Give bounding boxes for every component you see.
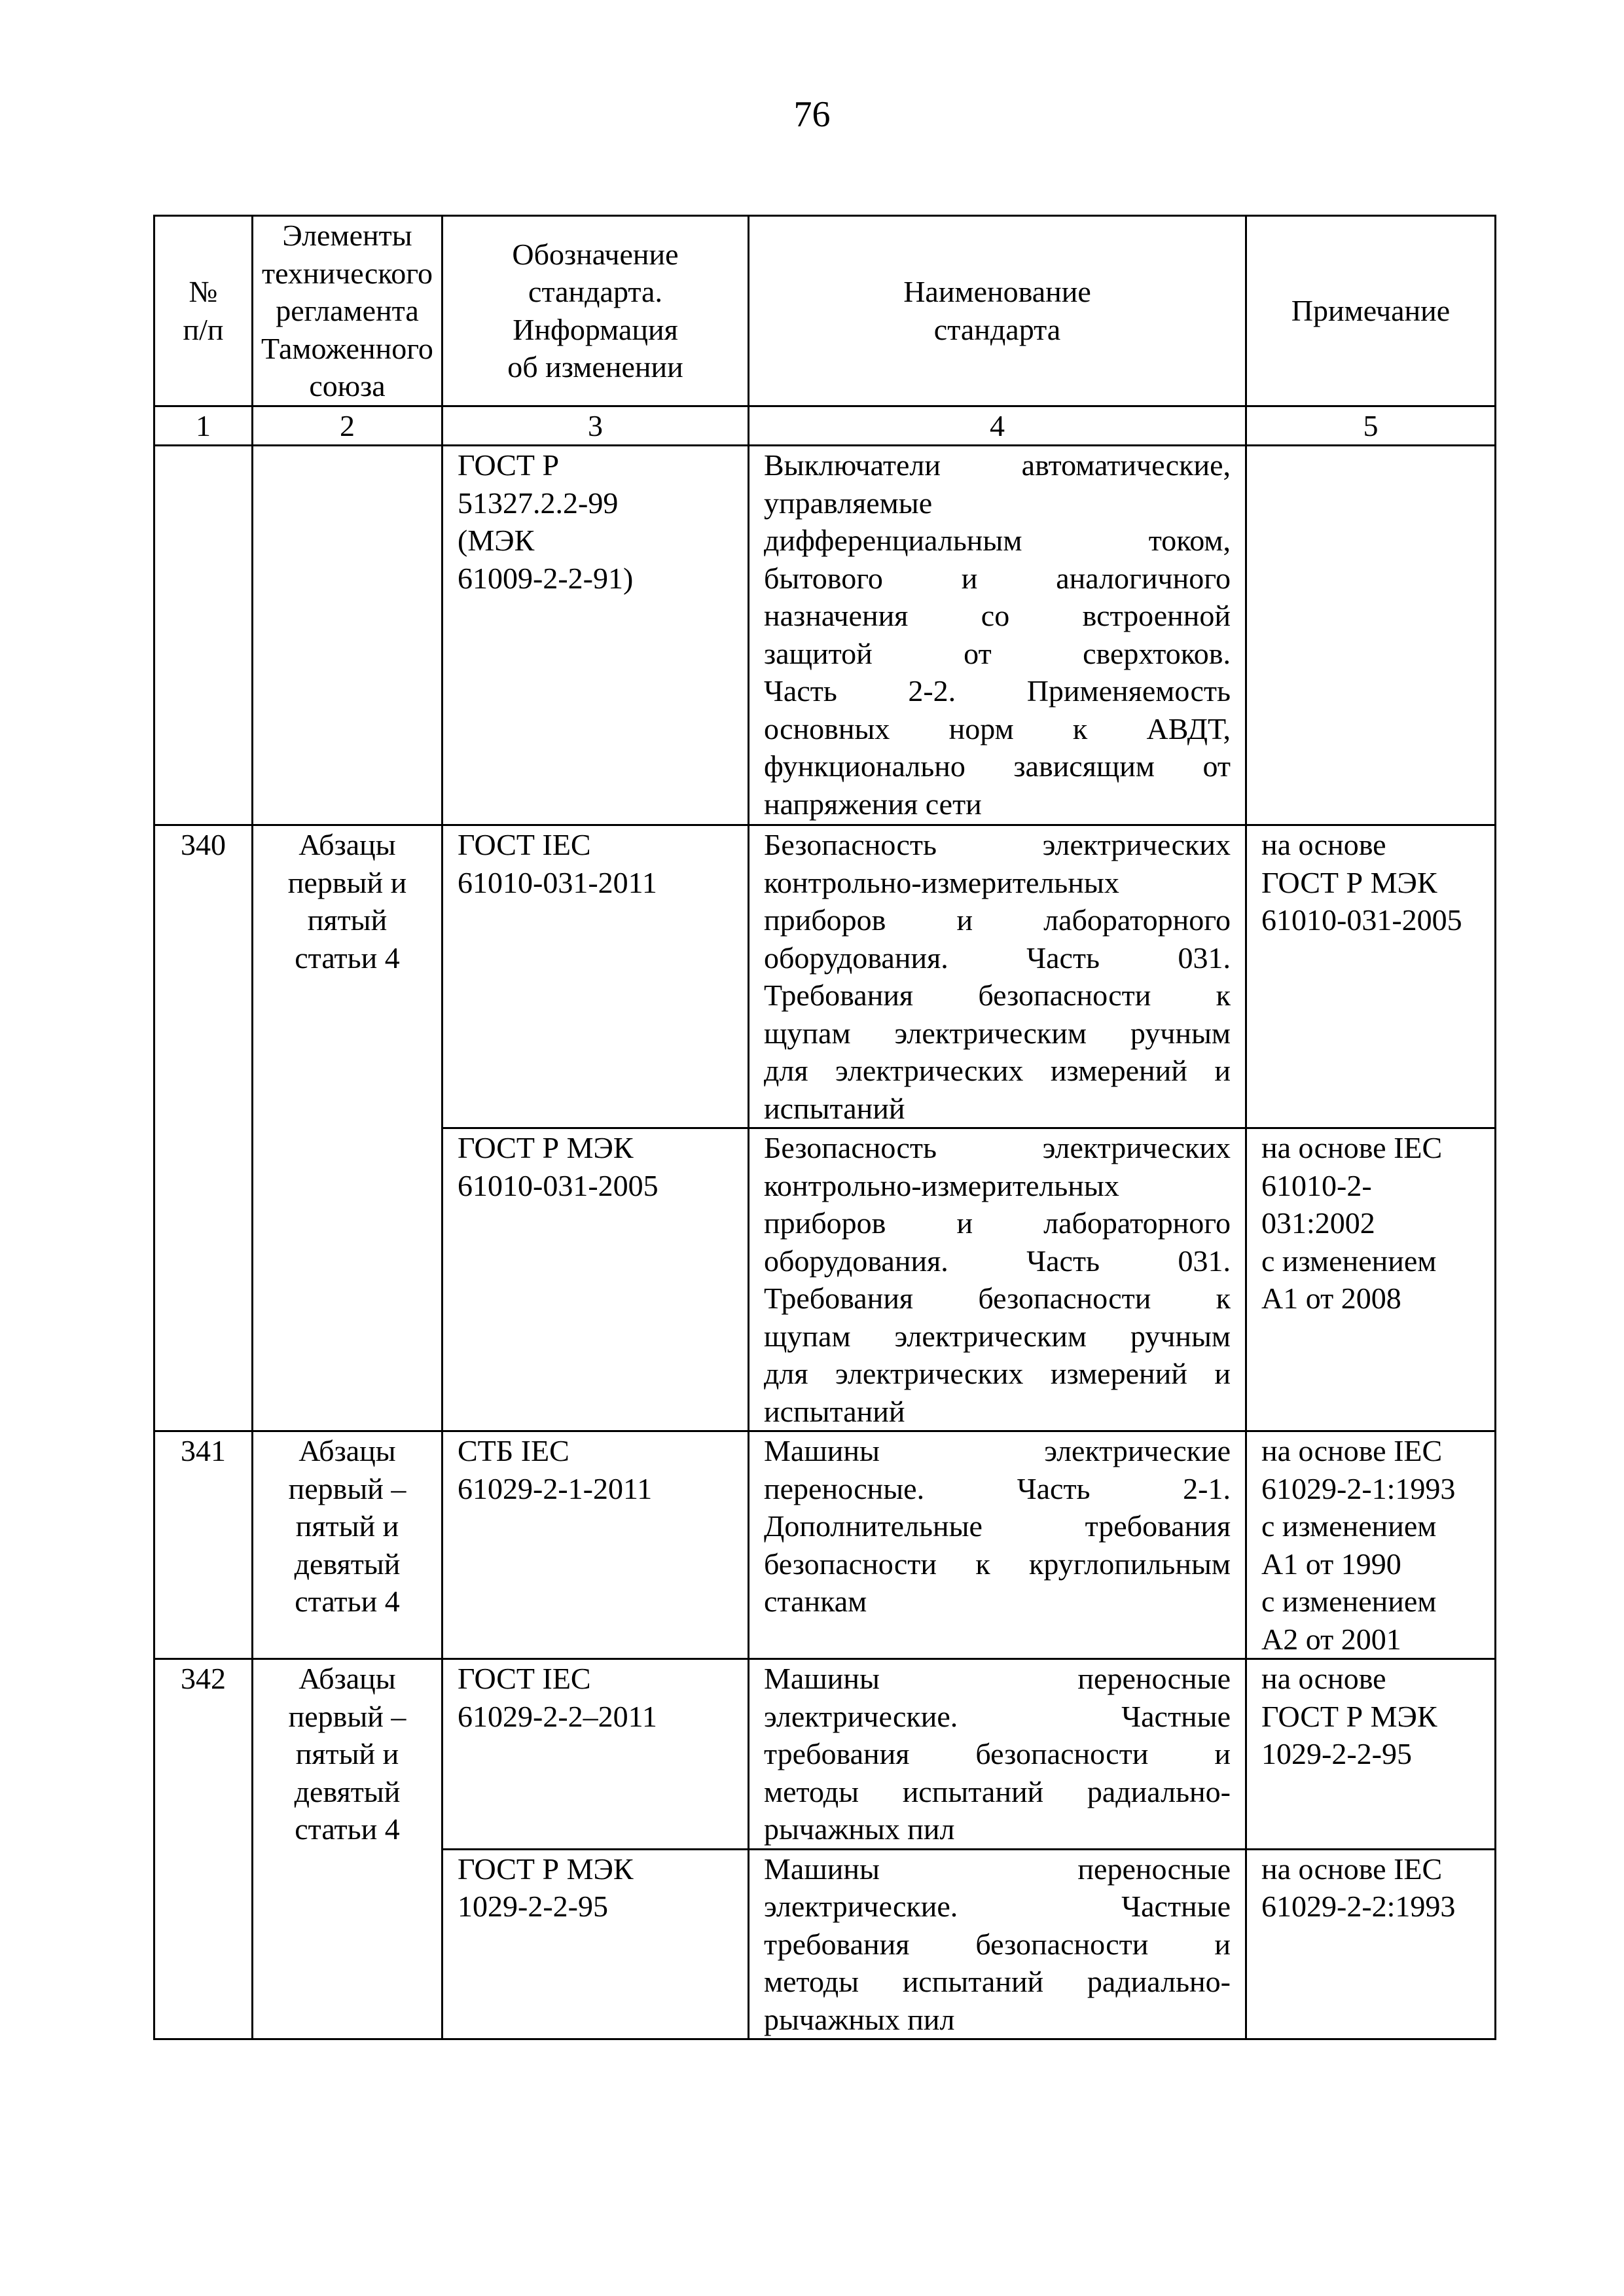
cell-line: напряжения сети	[764, 787, 982, 821]
row-designation	[442, 1128, 749, 1431]
cell-line: Безопасность электрических	[764, 1131, 1231, 1164]
cell-line: союза	[309, 369, 386, 403]
cell-line: девятый	[294, 1774, 401, 1808]
cell-line: методы испытаний радиально-	[764, 1965, 1231, 1998]
cell-line: переносные. Часть 2-1.	[764, 1471, 1231, 1505]
cell-line: Таможенного	[261, 331, 433, 365]
cell-line: с изменением	[1261, 1244, 1437, 1278]
cell-line: безопасности к круглопильным	[764, 1547, 1231, 1581]
cell-line: на основе IEC	[1261, 1852, 1443, 1886]
cell-line: приборов и лабораторного	[764, 903, 1231, 937]
cell-line: 61029-2-2:1993	[1261, 1890, 1456, 1923]
cell-line: СТБ IEC	[458, 1434, 569, 1467]
cell-line: Абзацы	[298, 1662, 396, 1695]
cell-line: дифференциальным током,	[764, 524, 1231, 557]
cell-line: стандарта	[933, 312, 1061, 346]
cell-line: первый –	[288, 1471, 406, 1505]
cell-line: 61029-2-1-2011	[458, 1471, 653, 1505]
cell-line: статьи 4	[295, 1585, 400, 1618]
table-row	[154, 446, 1496, 825]
cell-line: ГОСТ Р МЭК	[458, 1131, 634, 1164]
row-standard-name	[749, 1128, 1246, 1431]
cell-line: регламента	[276, 294, 419, 327]
cell-line: методы испытаний радиально-	[764, 1774, 1231, 1808]
row-note	[1246, 446, 1496, 825]
cell-line: оборудования. Часть 031.	[764, 941, 1231, 975]
cell-line: основных норм к АВДТ,	[764, 711, 1231, 745]
cell-line: управляемые	[764, 486, 933, 520]
table-row	[154, 1659, 1496, 1850]
cell-line: A1 от 1990	[1261, 1547, 1401, 1581]
cell-line: приборов и лабораторного	[764, 1206, 1231, 1240]
cell-line: с изменением	[1261, 1509, 1437, 1543]
cell-line: рычажных пил	[764, 2002, 955, 2036]
cell-line: Абзацы	[298, 828, 396, 861]
row-standard-name	[749, 446, 1246, 825]
row-standard-name	[749, 1431, 1246, 1659]
cell-line: Наименование	[903, 275, 1091, 309]
cell-line: ГОСТ Р	[458, 448, 560, 482]
cell-line: Требования безопасности к	[764, 1282, 1231, 1315]
cell-line: ГОСТ Р МЭК	[458, 1852, 634, 1886]
cell-line: статьи 4	[295, 941, 400, 975]
row-note	[1246, 1849, 1496, 2039]
row-elements	[253, 825, 442, 1431]
cell-line: технического	[262, 256, 433, 290]
cell-line: на основе	[1261, 828, 1386, 861]
table-row	[154, 825, 1496, 1128]
cell-line: Машины переносные	[764, 1852, 1231, 1886]
row-note	[1246, 1431, 1496, 1659]
column-number: 4	[749, 406, 1246, 446]
cell-line: электрические. Частные	[764, 1890, 1231, 1923]
cell-line: щупам электрическим ручным	[764, 1016, 1231, 1050]
row-standard-name	[749, 1849, 1246, 2039]
cell-line: п/п	[183, 312, 224, 346]
cell-line: ГОСТ IEC	[458, 1662, 591, 1695]
page-number: 76	[793, 94, 831, 135]
cell-line: щупам электрическим ручным	[764, 1319, 1231, 1353]
row-standard-name	[749, 1659, 1246, 1850]
cell-line: Элементы	[282, 219, 412, 252]
cell-line: 61029-2-1:1993	[1261, 1471, 1456, 1505]
row-designation	[442, 446, 749, 825]
cell-line: требования безопасности и	[764, 1737, 1231, 1770]
cell-line: на основе IEC	[1261, 1434, 1443, 1467]
cell-line: требования безопасности и	[764, 1927, 1231, 1961]
cell-line: Обозначение	[512, 237, 679, 271]
cell-line: бытового и аналогичного	[764, 561, 1231, 595]
cell-line: 1029-2-2-95	[458, 1890, 608, 1923]
cell-line: электрические. Частные	[764, 1699, 1231, 1733]
row-designation	[442, 1849, 749, 2039]
standards-table	[153, 215, 1496, 2040]
cell-line: ГОСТ Р МЭК	[1261, 1699, 1437, 1733]
cell-line: пятый	[307, 903, 388, 937]
cell-line: 1029-2-2-95	[1261, 1737, 1412, 1770]
cell-line: A1 от 2008	[1261, 1282, 1401, 1315]
cell-line: рычажных пил	[764, 1812, 955, 1846]
row-designation	[442, 1659, 749, 1850]
column-number: 2	[253, 406, 442, 446]
cell-line: ГОСТ IEC	[458, 828, 591, 861]
column-number: 5	[1246, 406, 1496, 446]
cell-line: назначения со встроенной	[764, 599, 1231, 632]
cell-line: 61010-2-031:2002	[1261, 1168, 1375, 1240]
table-row	[154, 1431, 1496, 1659]
cell-line: №	[189, 275, 218, 309]
cell-line: Требования безопасности к	[764, 978, 1231, 1012]
cell-line: Машины переносные	[764, 1662, 1231, 1695]
cell-line: Безопасность электрических	[764, 828, 1231, 861]
header-elements	[253, 216, 442, 406]
row-number: 340	[154, 825, 253, 1431]
cell-line: пятый и	[295, 1509, 399, 1543]
cell-line: статьи 4	[295, 1812, 400, 1846]
cell-line: Машины электрические	[764, 1434, 1231, 1467]
table-header-row	[154, 216, 1496, 406]
cell-line: 61010-031-2005	[458, 1168, 659, 1202]
row-note	[1246, 1128, 1496, 1431]
cell-line: девятый	[294, 1547, 401, 1581]
header-number	[154, 216, 253, 406]
cell-line: контрольно-измерительных	[764, 865, 1119, 899]
cell-line: Выключатели автоматические,	[764, 448, 1231, 482]
column-number: 3	[442, 406, 749, 446]
cell-line: пятый и	[295, 1737, 399, 1770]
row-elements	[253, 446, 442, 825]
row-note	[1246, 1659, 1496, 1850]
cell-line: испытаний	[764, 1091, 905, 1125]
row-elements	[253, 1431, 442, 1659]
cell-line: 61029-2-2–2011	[458, 1699, 657, 1733]
cell-line: на основе	[1261, 1662, 1386, 1695]
cell-line: первый –	[288, 1699, 406, 1733]
header-name	[749, 216, 1246, 406]
cell-line: функционально зависящим от	[764, 749, 1231, 783]
cell-line: 61009-2-2-91)	[458, 561, 634, 595]
cell-line: контрольно-измерительных	[764, 1168, 1119, 1202]
cell-line: Абзацы	[298, 1434, 396, 1467]
cell-line: станкам	[764, 1585, 867, 1618]
row-number	[154, 446, 253, 825]
column-number: 1	[154, 406, 253, 446]
cell-line: (МЭК	[458, 524, 535, 557]
cell-line: Примечание	[1291, 294, 1451, 327]
cell-line: для электрических измерений и	[764, 1357, 1231, 1390]
row-elements	[253, 1659, 442, 2039]
cell-line: с изменением	[1261, 1585, 1437, 1618]
row-number: 341	[154, 1431, 253, 1659]
header-note	[1246, 216, 1496, 406]
column-number-row	[154, 406, 1496, 446]
cell-line: 61010-031-2005	[1261, 903, 1462, 937]
row-number: 342	[154, 1659, 253, 2039]
row-designation	[442, 1431, 749, 1659]
cell-line: Часть 2-2. Применяемость	[764, 674, 1231, 708]
cell-line: ГОСТ Р МЭК	[1261, 865, 1437, 899]
cell-line: стандарта.	[528, 275, 662, 309]
cell-line: оборудования. Часть 031.	[764, 1244, 1231, 1278]
cell-line: испытаний	[764, 1394, 905, 1428]
cell-line: на основе IEC	[1261, 1131, 1443, 1164]
row-note	[1246, 825, 1496, 1128]
header-designation	[442, 216, 749, 406]
cell-line: Информация	[513, 312, 678, 346]
cell-line: 51327.2.2-99	[458, 486, 619, 520]
cell-line: защитой от сверхтоков.	[764, 636, 1231, 670]
row-standard-name	[749, 825, 1246, 1128]
cell-line: A2 от 2001	[1261, 1622, 1401, 1656]
cell-line: об изменении	[507, 350, 683, 384]
cell-line: первый и	[287, 865, 407, 899]
cell-line: Дополнительные требования	[764, 1509, 1231, 1543]
row-designation	[442, 825, 749, 1128]
cell-line: для электрических измерений и	[764, 1054, 1231, 1087]
cell-line: 61010-031-2011	[458, 865, 657, 899]
